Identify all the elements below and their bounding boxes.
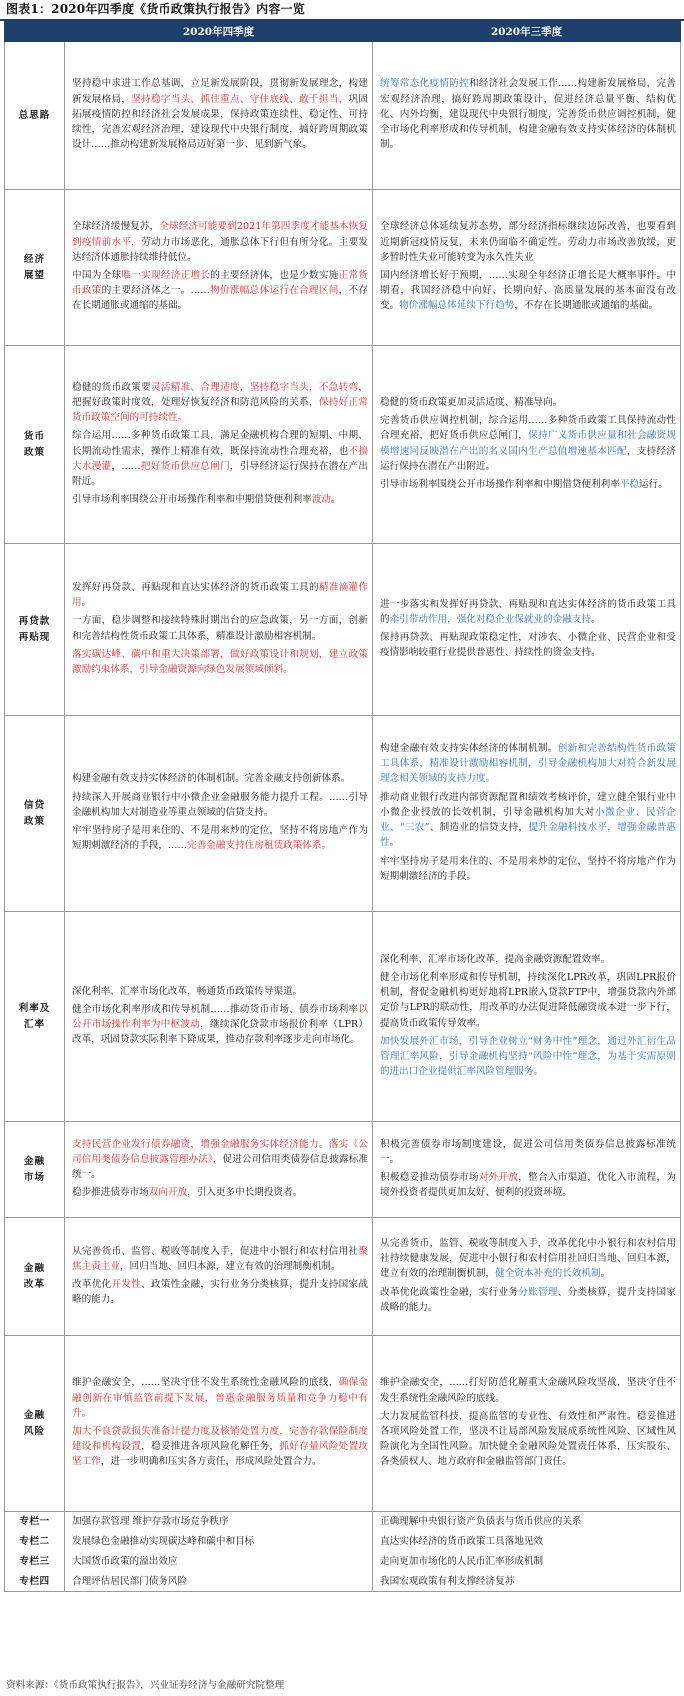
figure-title: 图表1：2020年四季度《货币政策执行报告》内容一览: [6, 2, 305, 16]
paragraph: [72, 771, 368, 786]
table-row: [5, 1336, 681, 1512]
text-run: 。: [591, 613, 601, 625]
highlight-new: 波动: [311, 494, 332, 506]
paragraph: [72, 428, 368, 489]
highlight-new: 正常货币政策: [72, 270, 369, 297]
highlight-new: 物价涨幅总体运行在合理区间: [209, 285, 339, 297]
row-label: [5, 1336, 65, 1512]
highlight-removed: 健全资本补充的长效机制: [495, 1268, 601, 1280]
cell-q3: [373, 190, 681, 346]
paragraph: [380, 413, 676, 474]
column-row: [5, 1532, 681, 1552]
row-label: [5, 190, 65, 346]
text-run: ，不存在长期通胀或通缩的基础。: [72, 285, 369, 312]
highlight-new: 以公开市场操作利率为: [72, 1003, 368, 1030]
cell-q3: [373, 912, 681, 1122]
column-q4: 大国货币政策的溢出效应: [65, 1552, 373, 1572]
highlight-new: 坚持稳字当头、抓住重点、守住底线、敢于担当，: [131, 93, 349, 105]
column-q4: 加强存款管理 维护存款市场竞争秩序: [65, 1512, 373, 1532]
highlight-new: 确保金融创新在审慎监管前提下发展，普惠金融服务质量和竞争力稳中有升。: [72, 1377, 369, 1419]
text-run: 大力发展监管科技，提高监管的专业性、有效性和严肃性。稳妥推进各项风险处置工作，坚决不让局部风险发展成系统性风险、区域性风险演化为全国性风险。加快健全金融风险处置责任体系，压实股东、各类债权人、地方政府和金融监管部门责任。: [380, 1410, 676, 1468]
text-run: 深化利率、汇率市场化改革，提高金融资源配置效率。: [380, 953, 611, 965]
text-run: 。: [81, 597, 92, 609]
paragraph: [380, 76, 676, 152]
text-run: ，把握好政策时度效，处理好恢复经济和防范风险的关系，: [72, 381, 369, 408]
paragraph: [380, 1285, 676, 1315]
paragraph: [72, 76, 368, 152]
paragraph: [72, 984, 368, 999]
highlight-removed: 小微企业、民营企业、“三农”: [380, 806, 677, 834]
highlight-new: 开发性: [111, 1279, 142, 1290]
highlight-removed: 牵引带动作用，强化对稳企业保就业的金融支持: [389, 613, 592, 625]
text-run: 持续深入开展商业银行中小微企业金融服务能力提升工程。……引导金融机构加大对制造业等重点领域的信贷支持。: [72, 791, 368, 818]
row-label-part: 改革: [23, 1278, 46, 1290]
highlight-removed: 平稳: [619, 478, 640, 490]
paragraph: [380, 1137, 676, 1167]
table-row: [5, 716, 681, 912]
paragraph: [72, 1244, 368, 1274]
paragraph: [380, 477, 676, 492]
paragraph: [380, 597, 676, 627]
paragraph: [380, 854, 676, 884]
row-label-part: 利率及: [18, 1003, 51, 1015]
highlight-removed: 加快发展外汇市场，引导企业树立“财务中性”理念，通过外汇衍生品管理汇率风险，引导金融机构坚持“风险中性”理念，为基于实需原则的进出口企业提供汇率风险管理服务。: [380, 1035, 676, 1078]
paragraph: [380, 1236, 676, 1282]
highlight-removed: 统筹常态化疫情防控: [380, 78, 469, 90]
text-run: 和经济社会发展工作……构建新发展格局，完善宏观经济治理，搞好跨周期政策设计，促进经济总量平衡、结构优化、内外均衡，建设现代中央银行制度，完善货币供应调控机制，健全市场化利率形成和传导机制，构建金融有效支持实体经济的体制机制。: [380, 78, 677, 151]
text-run: 国内经济增长好于预期，……实现全年经济正增长是大概率事件。中期看，我国经济稳中向好、长期向好、高质量发展的基本面没有改变。: [380, 270, 676, 312]
text-run: ，进一步明确和压实各方责任，形成风险处置合力。: [100, 1456, 322, 1468]
paragraph: [72, 647, 368, 677]
row-label: [5, 716, 65, 912]
row-label: 总思路: [5, 42, 65, 190]
highlight-new: 保持好正常货币政策空间的可持续性。: [72, 396, 369, 424]
cell-q3: [373, 1122, 681, 1218]
text-run: 维护金融安全，……打好防范化解重大金融风险攻坚战，坚决守住不发生系统性金融风险的底线。: [380, 1377, 676, 1404]
paragraph: [72, 1277, 368, 1307]
row-label-part: 政策: [23, 815, 46, 827]
cell-q4: [65, 912, 373, 1122]
cell-q4: [65, 1336, 373, 1512]
text-run: 稳健的货币政策要: [72, 381, 152, 393]
row-label-part: 信贷: [23, 800, 46, 812]
header-q3: 2020年三季度: [373, 22, 681, 42]
row-label-part: 风险: [23, 1425, 46, 1437]
highlight-removed: 创新和完善结构性货币政策工具体系，精准设计激励相容机制，引导金融机构加大对符合新发展理念相关领域的支持力度。: [380, 743, 677, 785]
column-label: 专栏一: [5, 1512, 65, 1532]
cell-q3: [373, 544, 681, 716]
row-label-part: 金融: [23, 1156, 46, 1168]
row-label-part: 再贴现: [18, 631, 51, 643]
text-run: 推动商业银行改进内部资源配置和绩效考核评价，建立健全银行业中小微企业授放的长效机制，引导金融机构加大对: [380, 791, 676, 818]
header-corner: [5, 22, 65, 42]
paragraph: [72, 492, 368, 507]
highlight-new: 落实碳达峰、碳中和重大决策部署，做好政策设计和规划，建立政策激励约束体系，引导金融资源向绿色发展领域倾斜。: [72, 648, 368, 675]
highlight-new: 唯一实现经济正增长: [121, 270, 211, 281]
cell-q3: [373, 716, 681, 912]
paragraph: [380, 952, 676, 967]
text-run: ，继续深化贷款市场报价利率（LPR）改革，巩固贷款实际利率下降成果，推动存款利率逐步走向市场化。: [72, 1019, 368, 1046]
row-label-part: 金融: [23, 1263, 46, 1275]
row-label-part: 经济: [23, 254, 46, 266]
text-run: 一方面，稳步调整和接续特殊时期出台的应急政策，另一方面，创新和完善结构性货币政策工具体系，精准设计激励相容机制。: [72, 615, 368, 642]
row-label-part: 市场: [23, 1171, 46, 1183]
text-run: 劳动力市场恶化，通胀总体下行但有所分化。主要发达经济体通胀持续维持低位。: [72, 236, 369, 263]
highlight-new: 完善金融支持住房租赁政策体系。: [187, 840, 332, 852]
cell-q3: [373, 346, 681, 544]
highlight-new: 支持民营企业发行债券融资，增强金融服务实体经济能力。落实《公司信用类债券信息披露管理办法》: [72, 1138, 368, 1165]
highlight-new: 加大不良贷款损失准备计提力度及核销处置力度，完善存款保险制度建设和机构设置: [72, 1426, 368, 1453]
paragraph: [72, 790, 368, 820]
header-q4: 2020年四季度: [65, 22, 373, 42]
table-row: [5, 912, 681, 1122]
cell-q4: [65, 1218, 373, 1336]
text-run: ，稳妥推进各项风险化解任务，: [141, 1441, 280, 1453]
text-run: 牢牢坚持房子是用来住的、不是用来炒的定位，坚持不将房地产作为短期刺激经济的手段。: [380, 855, 676, 882]
column-q3: 正确理解中央银行资产负债表与货币供应的关系: [373, 1512, 681, 1532]
text-run: 进一步落实和发挥好再贷款、再贴现和直达实体经济的货币政策工具的: [380, 598, 676, 625]
text-run: 巩固拓展疫情防控和经济社会发展成果，保持政策连续性、稳定性、可持续性，完善宏观经济治理，建设现代中央银行制度，搞好跨周期政策设计……推动构建新发展格局迈好第一步、见到新气象。: [72, 93, 369, 151]
text-run: 积极完善债券市场制度建设，促进公司信用类债券信息披露标准统一。: [380, 1138, 676, 1165]
highlight-new: 全球经济可能要到2021年第四季度才能基本恢复到疫情前水平，: [72, 221, 368, 248]
table-row: [5, 1122, 681, 1218]
paragraph: [72, 1185, 368, 1200]
highlight-new: 把好货币供应总闸门: [140, 460, 230, 472]
table-row: [5, 544, 681, 716]
paragraph: [380, 790, 676, 851]
cell-q4: [65, 190, 373, 346]
paragraph: [72, 268, 368, 314]
text-run: 牢牢坚持房子是用来住的、不是用来炒的定位，坚持不将房地产作为短期刺激经济的手段，……: [72, 825, 368, 852]
text-run: 、分类核算，提升支持国家战略的能力。: [380, 1286, 677, 1313]
text-run: ，……: [111, 460, 141, 472]
text-run: ，引入更多中长期投资者。: [187, 1187, 303, 1199]
paragraph: [72, 580, 368, 610]
column-label: 专栏二: [5, 1532, 65, 1552]
row-label: [5, 912, 65, 1122]
text-run: ，促进公司信用类债券信息披露标准统一。: [72, 1153, 369, 1180]
paragraph: [380, 1034, 676, 1080]
text-run: 中国为全球: [72, 270, 122, 281]
row-label-part: 汇率: [23, 1018, 46, 1030]
cell-q4: [65, 1122, 373, 1218]
text-run: 。: [600, 1268, 611, 1280]
column-label: 专栏三: [5, 1552, 65, 1572]
text-run: 改革优化: [72, 1279, 112, 1290]
text-run: ，支持经济运行保持在潜在产出附近。: [380, 445, 677, 472]
text-run: 保持再贷款、再贴现政策稳定性，对涉农、小微企业、民营企业和受疫情影响较重行业提供普惠性、持续性的资金支持。: [380, 632, 676, 659]
text-run: 坚持稳中求进工作总基调，立足新发展阶段，贯彻新发展理念，构建新发展格局，: [72, 78, 368, 105]
text-run: 全球经济总体延续复苏态势，部分经济指标继续边际改善，也要看到近期新冠疫情反复，未来仍面临不确定性。劳动力市场改善放缓，更多暂时性失业可能转变为永久性失业: [380, 221, 676, 263]
cell-q3: [373, 42, 681, 190]
text-run: 、制造业的信贷支持，: [429, 822, 529, 834]
paragraph: [72, 1137, 368, 1183]
text-run: 从完善货币、监管、税收等制度入手，促进中小银行和农村信用社: [72, 1245, 359, 1257]
cell-q4: [65, 716, 373, 912]
cell-q4: [65, 346, 373, 544]
column-q4: 合理评估居民部门债务风险: [65, 1572, 373, 1592]
table-row: [5, 346, 681, 544]
cell-q4: [65, 42, 373, 190]
highlight-new: 灵活精准、合理适度，坚持稳字当头，不急转弯: [151, 381, 359, 393]
column-row: [5, 1512, 681, 1532]
row-label: [5, 544, 65, 716]
highlight-new: 抓好存量风险处置攻坚工作: [72, 1441, 369, 1468]
cell-q3: [373, 1218, 681, 1336]
text-run: 积极稳妥推动债券市场: [380, 1172, 479, 1183]
column-q4: 发展绿色金融推动实现碳达峰和碳中和目标: [65, 1532, 373, 1552]
text-run: 健全市场化利率形成和传导机制，持续深化LPR改革，巩固LPR报价机制，督促金融机构更好地将LPR嵌入贷款FTP中，增强贷款内外部定价与LPR的联动性，用改革的办法促进降低融资成本进一步下行，提高货币政策传导效率。: [380, 971, 676, 1029]
text-run: ，回归当地、回归本源，建立有效的治理制衡机制。: [119, 1260, 341, 1272]
table-header-row: [5, 22, 681, 42]
text-run: 构建金融有效支持实体经济的体制机制。完善金融支持创新体系。: [72, 773, 351, 785]
table-row: [5, 190, 681, 346]
row-label: [5, 1218, 65, 1336]
paragraph: [380, 1170, 676, 1200]
paragraph: [72, 823, 368, 853]
cell-q4: [65, 544, 373, 716]
highlight-new: 不搞大水漫灌: [72, 445, 369, 472]
row-label-part: 货币: [23, 431, 46, 443]
text-run: 引导市场利率围绕公开市场操作利率和中期借贷便利利率: [72, 494, 312, 506]
row-label-part: 展望: [23, 269, 46, 281]
paragraph: [72, 1424, 368, 1470]
source-note: 资料来源：《货币政策执行报告》，兴业证券经济与金融研究院整理: [6, 1680, 285, 1691]
highlight-new: 聚焦主责主业: [72, 1245, 368, 1272]
paragraph: [380, 970, 676, 1031]
highlight-removed: 保持广义货币供应量和社会融资规模增速同反映潜在产出的名义国内生产总值增速基本匹配: [380, 430, 676, 457]
highlight-new: 精准滴灌作用: [72, 581, 369, 609]
paragraph: [380, 741, 676, 787]
row-label-part: 政策: [23, 446, 46, 458]
column-q3: 走向更加市场化的人民币汇率形成机制: [373, 1552, 681, 1572]
text-run: 维护金融安全，……坚决守住不发生系统性金融风险的底线，: [72, 1377, 339, 1389]
highlight-removed: 物价涨幅总体延续下行趋势: [399, 300, 515, 312]
column-label: 专栏四: [5, 1572, 65, 1592]
text-run: 。: [331, 494, 341, 506]
text-run: 稳步推进债券市场: [72, 1187, 149, 1199]
column-row: [5, 1552, 681, 1572]
column-q3: 直达实体经济的货币政策工具落地见效: [373, 1532, 681, 1552]
report-comparison-table: [4, 21, 681, 1592]
paragraph: [380, 395, 676, 410]
text-run: 运行。: [639, 478, 668, 490]
paragraph: [380, 1409, 676, 1470]
paragraph: [380, 1375, 676, 1405]
paragraph: [72, 613, 368, 643]
text-run: ，引导经济运行保持在潜在产出附近。: [72, 460, 369, 487]
text-run: 全球经济缓慢复苏，: [72, 221, 160, 233]
paragraph: [380, 268, 676, 314]
text-run: 稳健的货币政策更加灵活适度、精准导向。: [380, 396, 563, 408]
highlight-new: 中枢波动: [160, 1019, 201, 1030]
text-run: 的主要经济体之一。……: [101, 285, 210, 297]
text-run: 完善货币供应调控机制，综合运用……多种货币政策工具保持流动性合理充裕，把好货币供应总闸门，: [380, 415, 676, 442]
text-run: 、政策性金融，实行业务分类核算，提升支持国家战略的能力。: [72, 1279, 369, 1306]
table-row: [5, 42, 681, 190]
cell-q3: [373, 1336, 681, 1512]
text-run: 综合运用……多种货币政策工具，满足金融机构合理的短期、中期、长期流动性需求，操作上精准有效，既保持流动性合理充裕，也: [72, 430, 368, 457]
text-run: 从完善货币、监管、税收等制度入手，改革优化中小银行和农村信用社持续健康发展，促进中小银行和农村信用社回归当地、回归本源，建立有效的治理制衡机制，: [380, 1237, 676, 1280]
highlight-new: 对外开放: [478, 1172, 519, 1183]
paragraph: [72, 380, 368, 426]
paragraph: [72, 219, 368, 265]
text-run: ，不存在长期通胀或通缩的基础。: [514, 300, 659, 312]
column-row: [5, 1572, 681, 1592]
highlight-removed: 提升金融科技水平，增强金融普惠性: [380, 822, 676, 849]
text-run: 。: [389, 837, 400, 849]
text-run: 的主要经济体，也是少数实施: [210, 270, 339, 281]
highlight-new: 双向开放: [148, 1187, 188, 1199]
row-label-part: 再贷款: [18, 616, 51, 628]
text-run: 健全市场化利率形成和传导机制……推动货币市场、债券市场利率: [72, 1003, 359, 1015]
column-q3: 我国宏观政策有利支撑经济复苏: [373, 1572, 681, 1592]
text-run: 构建金融有效支持实体经济的体制机制。: [380, 743, 558, 755]
table-row: [5, 1218, 681, 1336]
paragraph: [72, 1375, 368, 1421]
row-label-part: 金融: [23, 1410, 46, 1422]
text-run: 深化利率、汇率市场化改革，畅通货币政策传导渠道。: [72, 985, 303, 997]
text-run: 改革优化政策性金融，实行业务: [380, 1286, 519, 1298]
row-label: [5, 1122, 65, 1218]
highlight-removed: 分账管理: [518, 1286, 558, 1298]
row-label: [5, 346, 65, 544]
paragraph: [72, 1002, 368, 1048]
paragraph: [380, 219, 676, 265]
paragraph: [380, 630, 676, 660]
text-run: ，整合入市渠道，优化入市流程，为境外投资者提供更加友好、便利的投资环境。: [380, 1172, 677, 1199]
text-run: 引导市场利率围绕公开市场操作利率和中期借贷便利利率: [380, 478, 620, 490]
text-run: 发挥好再贷款、再贴现和直达实体经济的货币政策工具的: [72, 581, 319, 593]
